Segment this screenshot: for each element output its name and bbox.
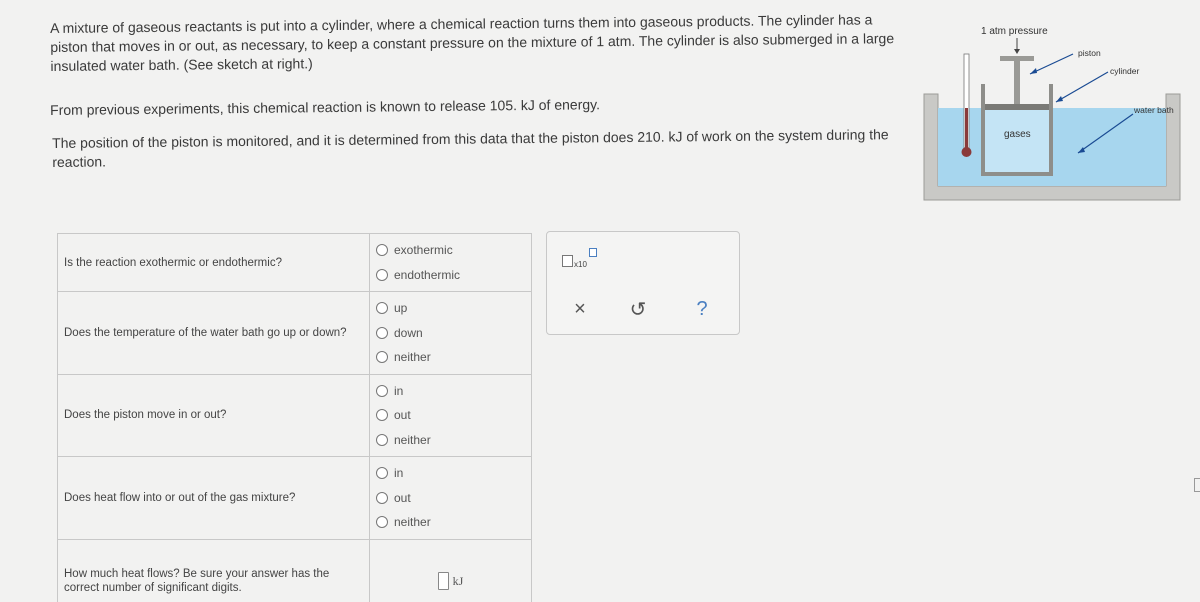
question-row-4: [58, 457, 532, 540]
answer-tools-panel: [546, 231, 740, 335]
piston-label: piston: [1078, 48, 1101, 58]
heat-answer: [376, 553, 525, 602]
question-text: How much heat flows? Be sure your answer has the correct number of significant digits.: [58, 539, 370, 602]
option-neither[interactable]: neither: [376, 428, 525, 453]
piston-cap: [1000, 56, 1034, 61]
option-in[interactable]: in: [376, 461, 525, 486]
radio-button[interactable]: [376, 385, 388, 397]
intro-paragraph-2: From previous experiments, this chemical reaction is known to release 105. kJ of energy.: [50, 96, 601, 118]
answer-options: [370, 234, 532, 292]
radio-button[interactable]: [376, 492, 388, 504]
heat-input[interactable]: [438, 572, 449, 590]
x10-label: x10: [574, 260, 587, 269]
question-text: Is the reaction exothermic or endothermic?: [58, 234, 370, 292]
option-neither[interactable]: neither: [376, 510, 525, 535]
cylinder-bottom: [981, 172, 1053, 176]
tool-buttons: [547, 294, 739, 324]
question-text: Does heat flow into or out of the gas mixture?: [58, 457, 370, 540]
water-bath-label: water bath: [1134, 105, 1174, 115]
question-text: Does the piston move in or out?: [58, 374, 370, 457]
radio-button[interactable]: [376, 467, 388, 479]
unit-label: kJ: [452, 573, 464, 588]
answer-options: [370, 292, 532, 375]
option-exothermic[interactable]: exothermic: [376, 238, 525, 263]
radio-button[interactable]: [376, 244, 388, 256]
cylinder-label: cylinder: [1110, 66, 1140, 76]
thermometer-bulb: [962, 147, 972, 157]
intro-paragraph-3: The position of the piston is monitored, and it is determined from this data that the piston does 210. kJ of work on the system during the reaction.: [52, 126, 889, 170]
mantissa-box: [562, 255, 573, 267]
option-out[interactable]: out: [376, 403, 525, 428]
gases-label: gases: [1004, 129, 1031, 140]
question-row-1: [58, 234, 532, 292]
intro-paragraph-1: A mixture of gaseous reactants is put into a cylinder, where a chemical reaction turns them into gaseous products. The cylinder has a piston that moves in or out, as necessary, to keep a constant pressure on the mixture of 1 atm. The cylinder is also submerged in a large insulated water bath. (See sketch at right.): [50, 11, 895, 74]
cylinder-right-wall: [1049, 84, 1053, 174]
radio-button[interactable]: [376, 516, 388, 528]
exponent-box: [589, 248, 597, 257]
cylinder-left-wall: [981, 84, 985, 174]
scientific-notation-button[interactable]: [562, 246, 602, 272]
option-neither[interactable]: neither: [376, 345, 525, 370]
option-out[interactable]: out: [376, 486, 525, 511]
answer-options: [370, 457, 532, 540]
help-icon[interactable]: ?: [696, 297, 708, 320]
question-row-2: [58, 292, 532, 375]
option-in[interactable]: in: [376, 379, 525, 404]
cylinder-sketch: [918, 16, 1193, 206]
option-down[interactable]: down: [376, 321, 525, 346]
radio-button[interactable]: [376, 269, 388, 281]
piston-head: [985, 104, 1049, 110]
radio-button[interactable]: [376, 327, 388, 339]
answer-options: [370, 374, 532, 457]
option-up[interactable]: up: [376, 296, 525, 321]
gas-region: [985, 110, 1049, 172]
question-row-5: [58, 539, 532, 602]
questions-table: [57, 233, 532, 602]
answer-input-cell: [370, 539, 532, 602]
clear-icon[interactable]: ×: [574, 297, 586, 320]
radio-button[interactable]: [376, 434, 388, 446]
side-tab-edge[interactable]: [1194, 478, 1200, 492]
piston-rod: [1014, 60, 1020, 104]
question-text: Does the temperature of the water bath go up or down?: [58, 292, 370, 375]
radio-button[interactable]: [376, 351, 388, 363]
question-row-3: [58, 374, 532, 457]
radio-button[interactable]: [376, 409, 388, 421]
pressure-label: 1 atm pressure: [981, 26, 1048, 37]
undo-icon[interactable]: ↺: [629, 298, 647, 321]
option-endothermic[interactable]: endothermic: [376, 263, 525, 288]
radio-button[interactable]: [376, 302, 388, 314]
